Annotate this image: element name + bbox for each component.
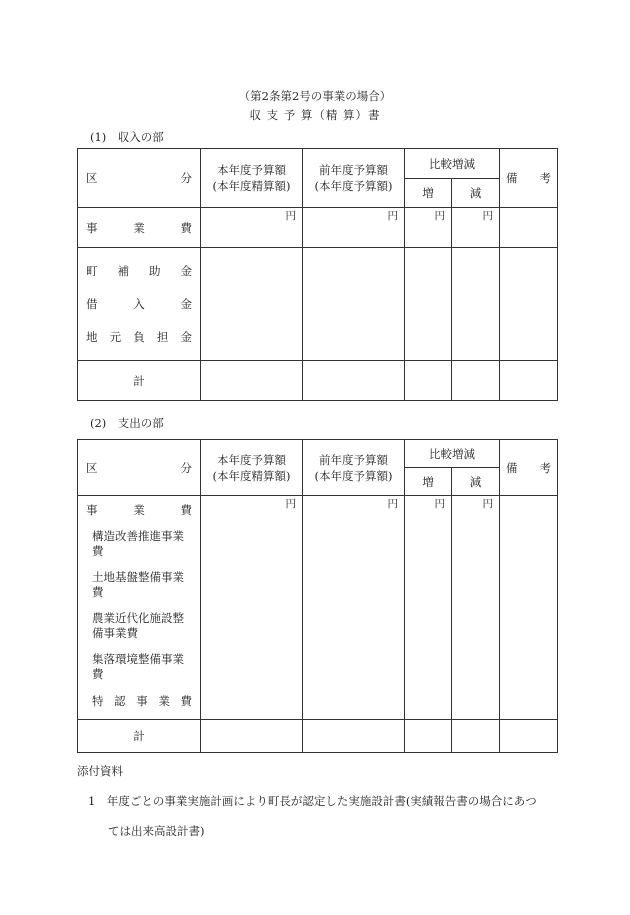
total-cell [452, 720, 500, 753]
expense-table [77, 439, 558, 753]
increase-header: 増 [405, 179, 452, 208]
remarks-header: 備 考 [500, 440, 558, 496]
local-burden-label: 地 元 負 担 金 [86, 330, 192, 344]
current-year-header: 本年度予算額 (本年度精算額) [201, 149, 303, 208]
total-label: 計 [78, 361, 201, 401]
loan-label: 借 入 金 [86, 297, 192, 311]
unit-yen: 円 [405, 496, 452, 720]
attachment-item-line2: ては出来高設計書) [108, 824, 205, 838]
prev-year-cell [303, 248, 405, 361]
total-cell [500, 720, 558, 753]
total-cell [405, 720, 452, 753]
unit-yen: 円 [303, 208, 405, 248]
remarks-cell [500, 208, 558, 248]
decrease-header: 減 [452, 179, 500, 208]
business-expense-label: 事 業 費 [86, 503, 192, 517]
business-expense-label: 事 業 費 [78, 208, 201, 248]
special-business-label: 特 認 事 業 費 [92, 694, 192, 708]
total-cell [201, 720, 303, 753]
expense-sub-item: 構造改善推進事業費 [92, 529, 184, 558]
unit-yen: 円 [303, 496, 405, 720]
funding-items [78, 248, 201, 361]
expense-section-label: (2) 支出の部 [90, 416, 164, 430]
total-cell [201, 361, 303, 401]
remarks-cell [500, 248, 558, 361]
prev-year-header: 前年度予算額 (本年度予算額) [303, 149, 405, 208]
attachment-item-line1: 1 年度ごとの事業実施計画により町長が認定した実施設計書(実績報告書の場合にあつ [88, 794, 537, 808]
income-section-label: (1) 収入の部 [90, 130, 164, 144]
decrease-header: 減 [452, 468, 500, 496]
increase-header: 増 [405, 468, 452, 496]
remarks-header: 備 考 [500, 149, 558, 208]
total-label: 計 [78, 720, 201, 753]
comparison-header: 比較増減 [405, 149, 500, 179]
attachments-heading: 添付資料 [77, 764, 123, 778]
expense-sub-item: 集落環境整備事業費 [92, 652, 184, 681]
unit-yen: 円 [201, 208, 303, 248]
income-table [77, 148, 558, 401]
decrease-cell [452, 248, 500, 361]
current-year-header: 本年度予算額 (本年度精算額) [201, 440, 303, 496]
town-subsidy-label: 町 補 助 金 [86, 264, 192, 278]
unit-yen: 円 [405, 208, 452, 248]
category-header: 区 分 [78, 149, 201, 208]
total-cell [500, 361, 558, 401]
prev-year-header: 前年度予算額 (本年度予算額) [303, 440, 405, 496]
total-cell [303, 720, 405, 753]
total-cell [452, 361, 500, 401]
unit-yen: 円 [452, 496, 500, 720]
expense-sub-item: 農業近代化施設整備事業費 [92, 611, 184, 640]
unit-yen: 円 [201, 496, 303, 720]
document-title: 収 支 予 算（精 算）書 [249, 108, 381, 122]
unit-yen: 円 [452, 208, 500, 248]
increase-cell [405, 248, 452, 361]
expense-sub-item: 土地基盤整備事業費 [92, 570, 184, 599]
remarks-cell [500, 496, 558, 720]
total-cell [303, 361, 405, 401]
expense-items [78, 496, 201, 720]
total-cell [405, 361, 452, 401]
comparison-header: 比較増減 [405, 440, 500, 468]
current-year-cell [201, 248, 303, 361]
document-subtitle: （第2条第2号の事業の場合） [238, 89, 392, 103]
category-header: 区 分 [78, 440, 201, 496]
